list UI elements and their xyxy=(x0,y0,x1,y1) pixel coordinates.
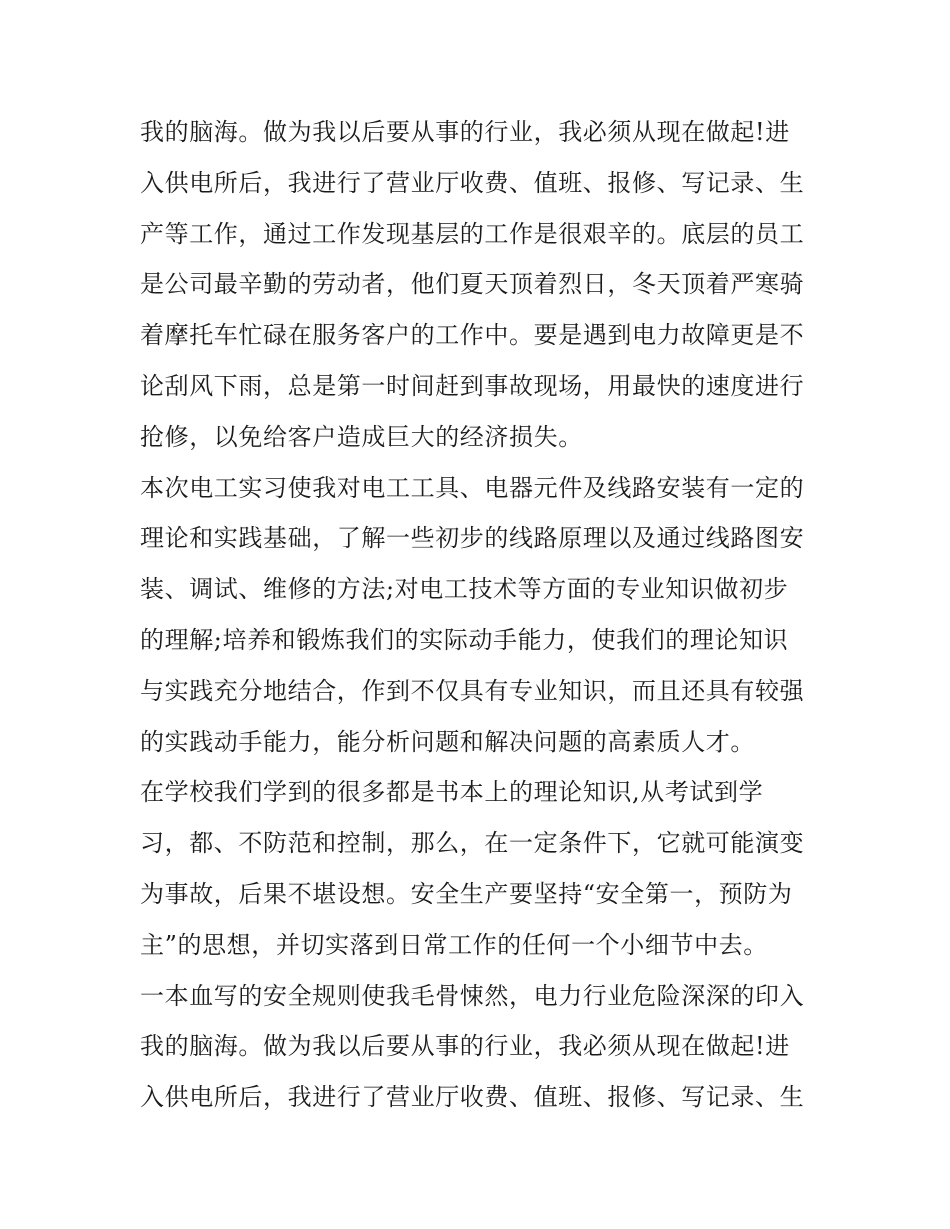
text-line: 的实践动手能力，能分析问题和解决问题的高素质人才。 xyxy=(140,727,755,756)
text-line: 习，都、不防范和控制，那么，在一定条件下，它就可能演变 xyxy=(140,829,805,858)
text-line: 理论和实践基础，了解一些初步的线路原理以及通过线路图安 xyxy=(140,524,805,553)
text-line: 着摩托车忙碌在服务客户的工作中。要是遇到电力故障更是不 xyxy=(140,321,805,350)
text-line: 我的脑海。做为我以后要从事的行业，我必须从现在做起!进 xyxy=(140,118,790,146)
text-line: 主”的思想，并切实落到日常工作的任何一个小细节中去。 xyxy=(140,930,768,959)
text-line: 论刮风下雨，总是第一时间赶到事故现场，用最快的速度进行 xyxy=(140,371,805,400)
text-line: 我的脑海。做为我以后要从事的行业，我必须从现在做起!进 xyxy=(140,1032,790,1061)
text-line: 与实践充分地结合，作到不仅具有专业知识，而且还具有较强 xyxy=(140,676,805,705)
text-line: 入供电所后，我进行了营业厅收费、值班、报修、写记录、生 xyxy=(140,168,805,197)
text-line: 是公司最辛勤的劳动者，他们夏天顶着烈日，冬天顶着严寒骑 xyxy=(140,270,805,299)
body-text xyxy=(140,107,820,1123)
text-line: 的理解;培养和锻炼我们的实际动手能力，使我们的理论知识 xyxy=(140,625,789,654)
text-line: 装、调试、维修的方法;对电工技术等方面的专业知识做初步 xyxy=(140,575,789,604)
text-line: 在学校我们学到的很多都是书本上的理论知识,从考试到学 xyxy=(140,778,764,807)
text-line: 本次电工实习使我对电工工具、电器元件及线路安装有一定的 xyxy=(140,473,805,502)
text-line: 为事故，后果不堪设想。安全生产要坚持“安全第一，预防为 xyxy=(140,879,793,908)
text-line: 入供电所后，我进行了营业厅收费、值班、报修、写记录、生 xyxy=(140,1083,805,1112)
text-line: 一本血写的安全规则使我毛骨悚然，电力行业危险深深的印入 xyxy=(140,981,805,1010)
text-line: 产等工作，通过工作发现基层的工作是很艰辛的。底层的员工 xyxy=(140,219,805,248)
text-line: 抢修，以免给客户造成巨大的经济损失。 xyxy=(140,422,583,451)
